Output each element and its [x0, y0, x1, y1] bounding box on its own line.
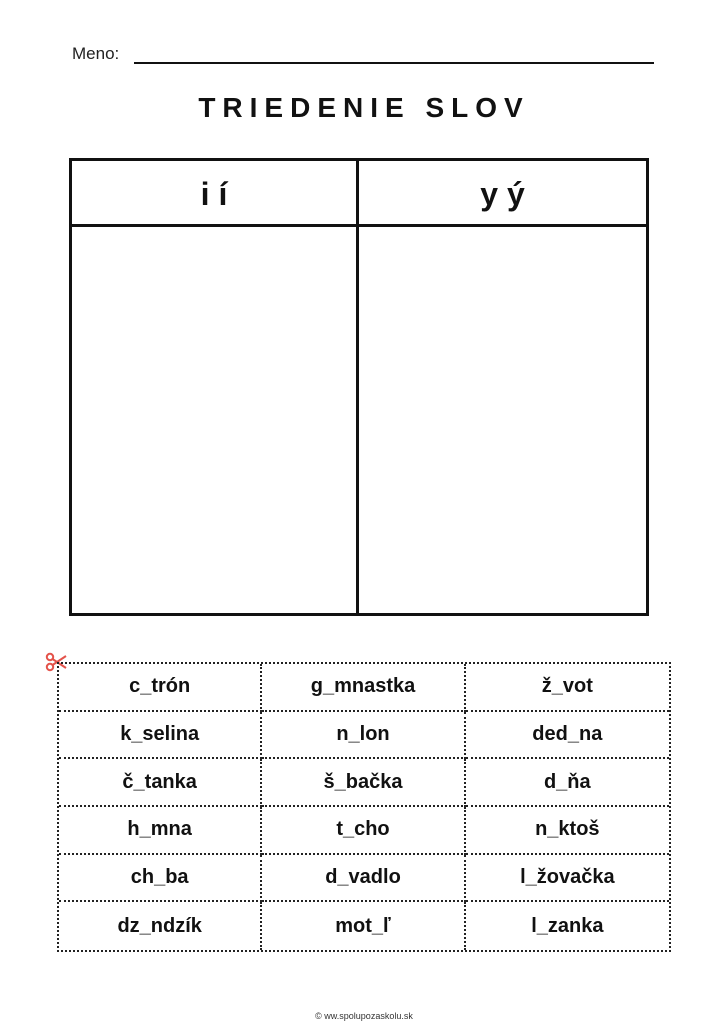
name-row	[72, 44, 654, 68]
word-card[interactable]: c_trón	[59, 664, 262, 712]
word-cards-grid	[57, 662, 671, 952]
drop-area-i[interactable]	[72, 227, 356, 613]
word-card[interactable]: d_ňa	[466, 759, 669, 807]
word-card[interactable]: š_bačka	[262, 759, 465, 807]
word-card[interactable]: č_tanka	[59, 759, 262, 807]
word-card[interactable]: ch_ba	[59, 855, 262, 903]
word-card[interactable]: g_mnastka	[262, 664, 465, 712]
drop-area-y[interactable]	[359, 227, 646, 613]
word-card[interactable]: n_ktoš	[466, 807, 669, 855]
word-card[interactable]: t_cho	[262, 807, 465, 855]
word-card[interactable]: n_lon	[262, 712, 465, 760]
word-card[interactable]: ded_na	[466, 712, 669, 760]
name-label: Meno:	[72, 44, 120, 63]
word-card[interactable]: dz_ndzík	[59, 902, 262, 950]
column-heading-y: y ý	[480, 176, 525, 212]
word-card[interactable]: h_mna	[59, 807, 262, 855]
word-card[interactable]: k_selina	[59, 712, 262, 760]
word-card[interactable]: l_zanka	[531, 914, 604, 937]
word-card[interactable]: ž_vot	[466, 664, 669, 712]
footer-copyright: © ww.spolupozaskolu.sk	[315, 1011, 413, 1021]
name-line[interactable]	[134, 62, 654, 64]
page-title: TRIEDENIE SLOV	[198, 92, 530, 123]
word-card[interactable]: d_vadlo	[262, 855, 465, 903]
column-heading-i: i í	[200, 176, 228, 212]
word-card[interactable]: mot_ľ	[262, 902, 465, 950]
word-card[interactable]: l_žovačka	[466, 855, 669, 903]
sort-table	[69, 158, 649, 616]
